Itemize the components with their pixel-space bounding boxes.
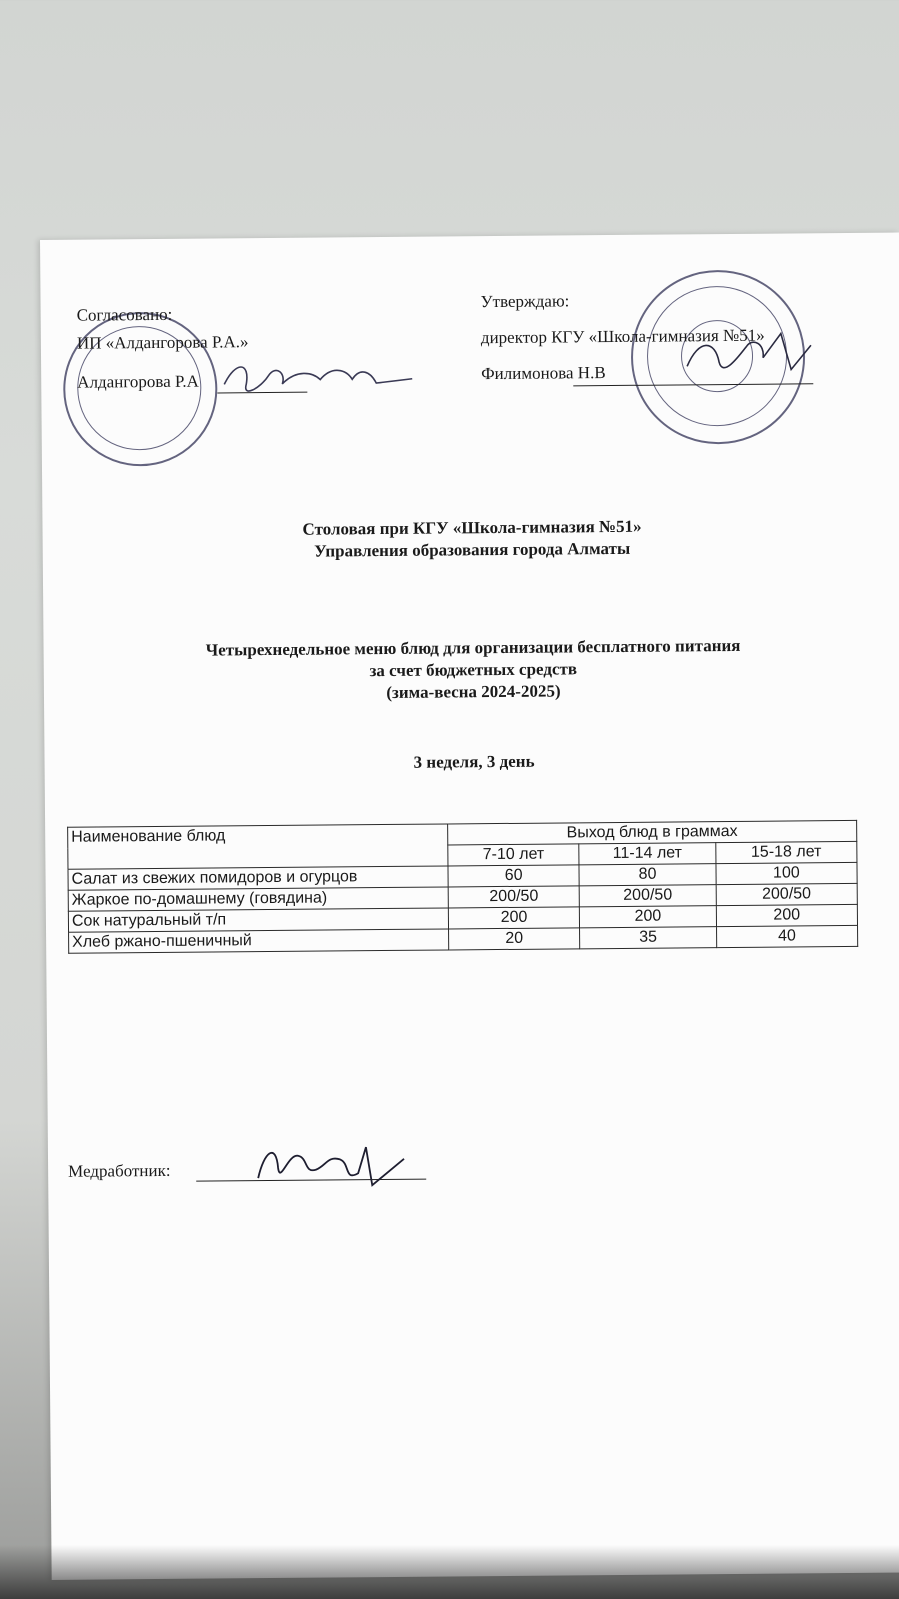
dish-name: Салат из свежих помидоров и огурцов [68, 866, 448, 890]
education-department: Управления образования города Алматы [314, 538, 631, 561]
header-age-group: 11-14 лет [579, 843, 716, 865]
approval-right-label: Утверждаю: [480, 291, 570, 312]
dish-name: Жаркое по-домашнему (говядина) [68, 887, 448, 911]
dish-grams: 35 [580, 927, 717, 949]
approval-right-position: директор КГУ «Школа-гимназия №51» [480, 325, 765, 348]
header-age-group: 7-10 лет [448, 844, 580, 866]
dish-grams: 20 [448, 928, 580, 950]
approval-left-org: ИП «Алдангорова Р.А.» [76, 332, 249, 353]
approval-right-signature [681, 325, 822, 384]
menu-title-season: (зима-весна 2024-2025) [386, 681, 561, 702]
approval-left-signature [216, 349, 416, 403]
medworker-label: Медработник: [68, 1160, 171, 1181]
dish-grams: 100 [716, 862, 858, 884]
header-age-group: 15-18 лет [715, 841, 857, 863]
document-page [40, 233, 899, 1580]
dish-name: Сок натуральный т/п [68, 908, 448, 932]
dish-grams: 200 [580, 906, 717, 928]
week-day-label: 3 неделя, 3 день [413, 751, 535, 772]
dish-grams: 200/50 [579, 885, 716, 907]
menu-table [67, 820, 858, 954]
approval-right-name: Филимонова Н.В [481, 363, 606, 384]
menu-title-line1: Четырехнедельное меню блюд для организации бесплатного питания [205, 635, 741, 660]
dish-name: Хлеб ржано-пшеничный [69, 929, 449, 953]
dish-grams: 200/50 [448, 886, 580, 908]
header-dish-name: Наименование блюд [68, 824, 448, 869]
dish-grams: 200 [716, 904, 858, 926]
dish-grams: 200 [448, 907, 580, 929]
dish-grams: 40 [716, 925, 858, 947]
dish-grams: 60 [448, 865, 580, 887]
approval-left-name: Алдангорова Р.А [77, 371, 199, 392]
canteen-title: Столовая при КГУ «Школа-гимназия №51» [302, 516, 642, 539]
dish-grams: 200/50 [716, 883, 858, 905]
photo-bottom-shadow [0, 1545, 899, 1599]
approval-left-label: Согласовано: [76, 304, 173, 325]
menu-title-line2: за счет бюджетных средств [369, 659, 578, 681]
dish-grams: 80 [579, 864, 716, 886]
header-output-grams: Выход блюд в граммах [448, 820, 857, 845]
medworker-signature [248, 1133, 409, 1194]
